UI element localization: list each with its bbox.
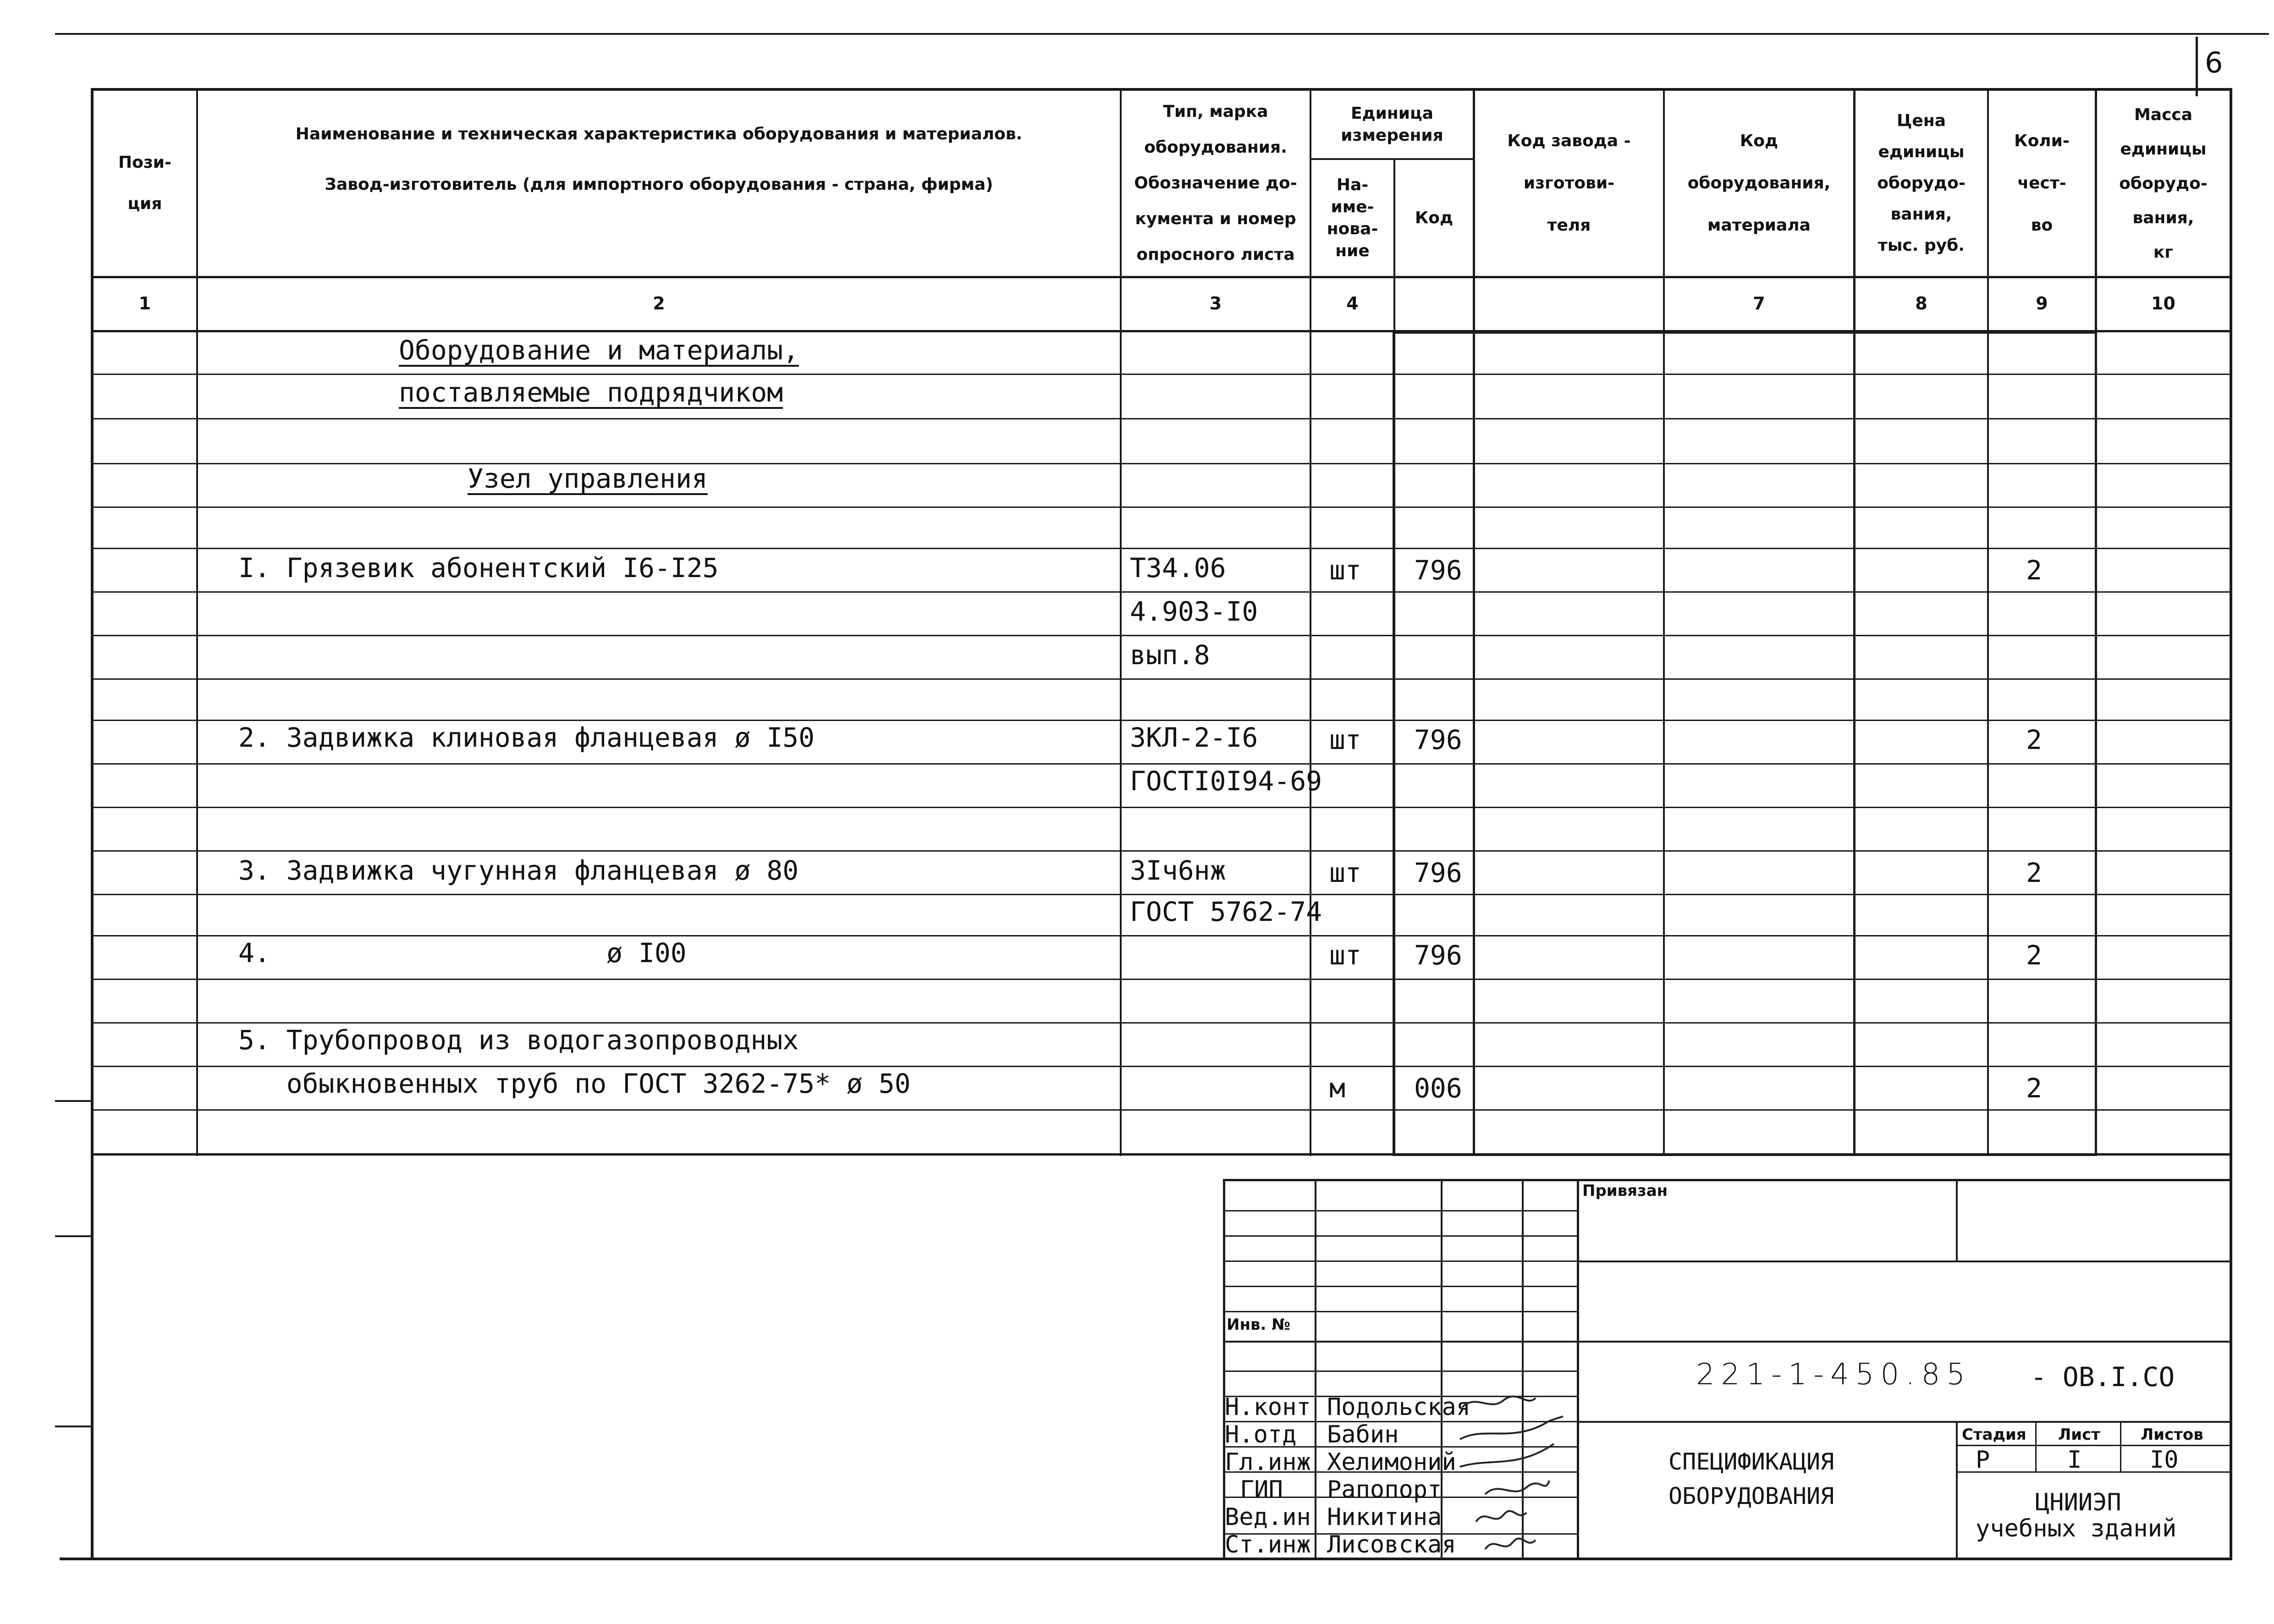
doc-suffix: - ОВ.I.СО — [2031, 1361, 2175, 1393]
row-2-type: 3КЛ-2-I6 — [1130, 722, 1258, 753]
frame-bottom — [60, 1558, 2232, 1560]
tb-sig-row — [1224, 1261, 1578, 1262]
row-4-name: 4. ø I00 — [238, 937, 687, 969]
signatures — [1458, 1389, 1577, 1558]
row-4-qty: 2 — [2026, 940, 2042, 971]
tb-code-bottom — [1578, 1421, 2232, 1423]
row-line — [92, 506, 2232, 508]
col-num-1: 1 — [138, 293, 151, 314]
row-3-name: 3. Задвижка чугунная фланцевая ø 80 — [238, 855, 799, 886]
inv-label: Инв. № — [1227, 1316, 1291, 1334]
row-line — [92, 1066, 2232, 1067]
role-ved-in: Вед.ин — [1225, 1503, 1311, 1531]
sheet-label: Лист — [2058, 1426, 2100, 1444]
row-1-type-2: 4.903-I0 — [1130, 596, 1258, 627]
row-1-code: 796 — [1414, 555, 1462, 586]
row-line — [92, 894, 2232, 895]
header-qty: Коли- чест- во — [2014, 132, 2070, 235]
sheets-value: I0 — [2150, 1446, 2179, 1474]
tb-stage-line2 — [1957, 1471, 2232, 1473]
section-title-1: Оборудование и материалы, — [399, 335, 799, 366]
org-name-1: ЦНИИЭП — [2035, 1489, 2121, 1516]
tb-stage-left — [1956, 1421, 1958, 1558]
header-mass: Масса единицы оборудо- вания, кг — [2119, 105, 2208, 262]
tb-sig-row — [1224, 1210, 1578, 1211]
stage-label: Стадия — [1962, 1426, 2026, 1444]
doc-code: 221-1-450.85 — [1696, 1358, 1971, 1392]
row-1-type-3: вып.8 — [1130, 639, 1210, 671]
name-n-otd: Бабин — [1327, 1421, 1399, 1448]
row-line — [92, 979, 2232, 980]
stage-value: Р — [1976, 1446, 1990, 1474]
top-rule — [55, 33, 2269, 35]
signature-1 — [1462, 1396, 1536, 1407]
header-position: Пози- ция — [118, 153, 171, 213]
row-line — [92, 418, 2232, 419]
role-gl-inzh: Гл.инж — [1225, 1448, 1311, 1476]
row-3-code: 796 — [1414, 857, 1462, 888]
role-gip: ГИП — [1240, 1476, 1283, 1503]
tb-stage-col2 — [2120, 1421, 2121, 1471]
row-line — [92, 850, 2232, 852]
section-title-2: поставляемые подрядчиком — [399, 377, 783, 408]
row-2-qty: 2 — [2026, 724, 2042, 755]
signature-2 — [1460, 1416, 1563, 1439]
signature-5 — [1476, 1511, 1526, 1522]
row-line — [92, 935, 2232, 936]
row-1-type: Т34.06 — [1130, 552, 1226, 584]
row-5-name: 5. Трубопровод из водогазопроводных — [238, 1024, 799, 1056]
row-line — [92, 678, 2232, 680]
doc-title-1: СПЕЦИФИКАЦИЯ — [1668, 1448, 1834, 1475]
tb-code-top — [1578, 1341, 2232, 1343]
sheet-value: I — [2067, 1446, 2082, 1474]
role-n-kont: Н.конт — [1225, 1393, 1311, 1421]
data-box-top — [1393, 331, 2097, 334]
row-3-type: 3Iч6нж — [1130, 855, 1226, 886]
col-num-8: 8 — [1915, 293, 1927, 314]
role-n-otd: Н.отд — [1225, 1421, 1297, 1448]
name-ved-in: Никитина — [1327, 1503, 1442, 1531]
tb-sig-row — [1224, 1286, 1578, 1287]
row-3-qty: 2 — [2026, 857, 2042, 888]
row-line — [92, 807, 2232, 808]
row-5b-name: обыкновенных труб по ГОСТ 3262-75* ø 50 — [238, 1068, 911, 1099]
header-unit-name: На- име- нова- ние — [1327, 175, 1378, 260]
margin-mark — [55, 1235, 92, 1237]
col-num-2: 2 — [653, 293, 665, 314]
header-code: Код оборудования, материала — [1687, 132, 1831, 235]
col-num-7: 7 — [1753, 293, 1765, 314]
name-st-inzh: Лисовская — [1327, 1531, 1456, 1558]
col-num-3: 3 — [1209, 293, 1222, 314]
row-line — [92, 1109, 2232, 1111]
col-num-10: 10 — [2151, 293, 2175, 314]
privyazan-label: Привязан — [1582, 1182, 1668, 1200]
header-type: Тип, марка оборудования. Обозначение до- кумента и номер опросного листа — [1134, 102, 1297, 264]
name-gip: Рапопорт — [1327, 1476, 1442, 1503]
header-name: Наименование и техническая характеристика оборудования и материалов. Завод-изготовитель (для импортного оборудования - страна, фирма) — [295, 125, 1023, 194]
signature-3 — [1460, 1444, 1554, 1467]
row-4-code: 796 — [1414, 940, 1462, 971]
row-5-code: 006 — [1414, 1073, 1462, 1104]
col-line-1 — [196, 88, 198, 1156]
row-line — [92, 763, 2232, 765]
header-unit-code: Код — [1415, 208, 1454, 227]
role-st-inzh: Ст.инж — [1225, 1531, 1311, 1558]
row-line — [92, 548, 2232, 549]
tb-sig-row — [1224, 1235, 1578, 1237]
row-line — [92, 1022, 2232, 1024]
signature-4 — [1485, 1481, 1549, 1494]
row-2-code: 796 — [1414, 724, 1462, 755]
header-unit: Единица измерения — [1341, 104, 1443, 145]
tb-sig-row — [1224, 1311, 1578, 1312]
row-1-qty: 2 — [2026, 555, 2042, 586]
header-factory: Код завода - изготови- теля — [1507, 132, 1631, 235]
row-5-unit: м — [1329, 1073, 1345, 1104]
table-bottom — [92, 1153, 2232, 1156]
row-3-unit: шт — [1329, 857, 1361, 888]
col-num-9: 9 — [2036, 293, 2048, 314]
row-line — [92, 374, 2232, 375]
tb-privyazan-split — [1956, 1179, 1958, 1261]
row-line — [92, 463, 2232, 464]
row-2-unit: шт — [1329, 724, 1361, 755]
name-gl-inzh: Хелимоний — [1327, 1448, 1456, 1476]
name-n-kont: Подольская — [1327, 1393, 1471, 1421]
tb-top — [1224, 1179, 2232, 1181]
signature-6 — [1485, 1538, 1536, 1549]
row-2-type-2: ГОСТI0I94-69 — [1130, 765, 1322, 797]
tb-stage-line1 — [1957, 1445, 2232, 1446]
org-name-2: учебных зданий — [1976, 1515, 2177, 1542]
page-number: 6 — [2205, 46, 2223, 79]
row-1-unit: шт — [1329, 555, 1361, 586]
frame-right — [2230, 88, 2232, 1560]
sheets-label: Листов — [2141, 1426, 2203, 1444]
row-5-qty: 2 — [2026, 1073, 2042, 1104]
header-price: Цена единицы оборудо- вания, тыс. руб. — [1877, 111, 1966, 255]
tb-sig-row — [1224, 1341, 1578, 1343]
row-3-type-2: ГОСТ 5762-74 — [1130, 896, 1322, 927]
row-4-unit: шт — [1329, 940, 1361, 971]
header-bottom — [92, 276, 2232, 278]
tb-sig-row — [1224, 1371, 1578, 1372]
margin-mark — [55, 1426, 92, 1427]
tb-privyazan-bottom — [1578, 1261, 2232, 1262]
tb-stage-col1 — [2035, 1421, 2037, 1471]
row-line — [92, 591, 2232, 593]
row-line — [92, 720, 2232, 721]
section-subtitle: Узел управления — [468, 463, 708, 494]
col-num-4: 4 — [1346, 293, 1359, 314]
doc-title-2: ОБОРУДОВАНИЯ — [1668, 1483, 1834, 1509]
page-number-box-left — [2196, 37, 2198, 96]
row-2-name: 2. Задвижка клиновая фланцевая ø I50 — [238, 722, 815, 753]
margin-mark — [55, 1100, 92, 1102]
row-1-name: I. Грязевик абонентский I6-I25 — [238, 552, 719, 584]
data-box-left — [1393, 331, 1395, 1156]
row-line — [92, 635, 2232, 636]
